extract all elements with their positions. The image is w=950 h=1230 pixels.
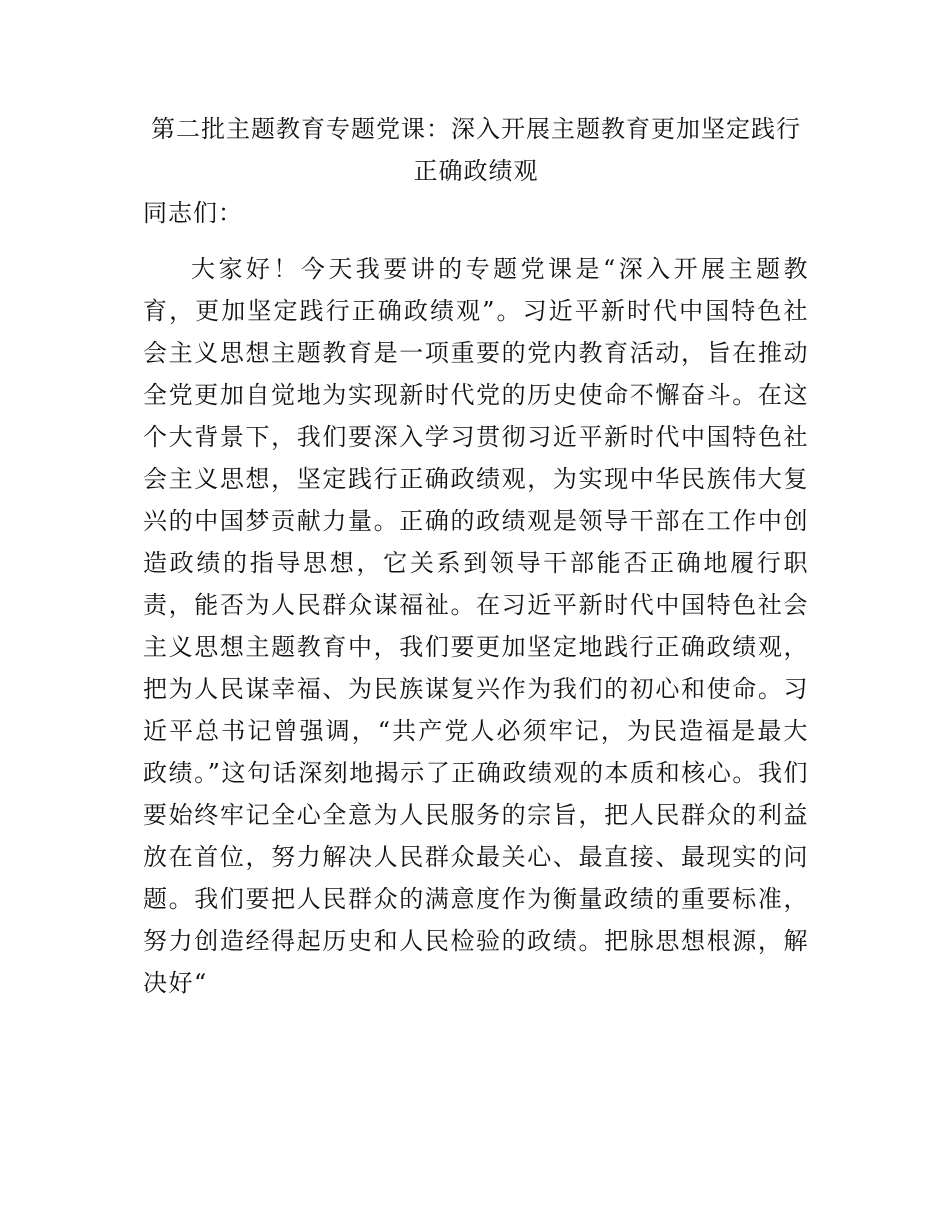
salutation: 同志们： bbox=[143, 199, 243, 227]
document-title: 第二批主题教育专题党课：深入开展主题教育更加坚定践行正确政绩观 bbox=[151, 115, 801, 185]
document-content bbox=[143, 108, 809, 1004]
body-paragraph: 大家好！今天我要讲的专题党课是“深入开展主题教育，更加坚定践行正确政绩观”。习近平新时代中国特色社会主义思想主题教育是一项重要的党内教育活动，旨在推动全党更加自觉地为实现新时代党的历史使命不懈奋斗。在这个大背景下，我们要深入学习贯彻习近平新时代中国特色社会主义思想，坚定践行正确政绩观，为实现中华民族伟大复兴的中国梦贡献力量。正确的政绩观是领导干部在工作中创造政绩的指导思想，它关系到领导干部能否正确地履行职责，能否为人民群众谋福祉。在习近平新时代中国特色社会主义思想主题教育中，我们要更加坚定地践行正确政绩观，把为人民谋幸福、为民族谋复兴作为我们的初心和使命。习近平总书记曾强调，“共产党人必须牢记，为民造福是最大政绩。”这句话深刻地揭示了正确政绩观的本质和核心。我们要始终牢记全心全意为人民服务的宗旨，把人民群众的利益放在首位，努力解决人民群众最关心、最直接、最现实的问题。我们要把人民群众的满意度作为衡量政绩的重要标准，努力创造经得起历史和人民检验的政绩。把脉思想根源，解决好“ bbox=[143, 255, 809, 997]
